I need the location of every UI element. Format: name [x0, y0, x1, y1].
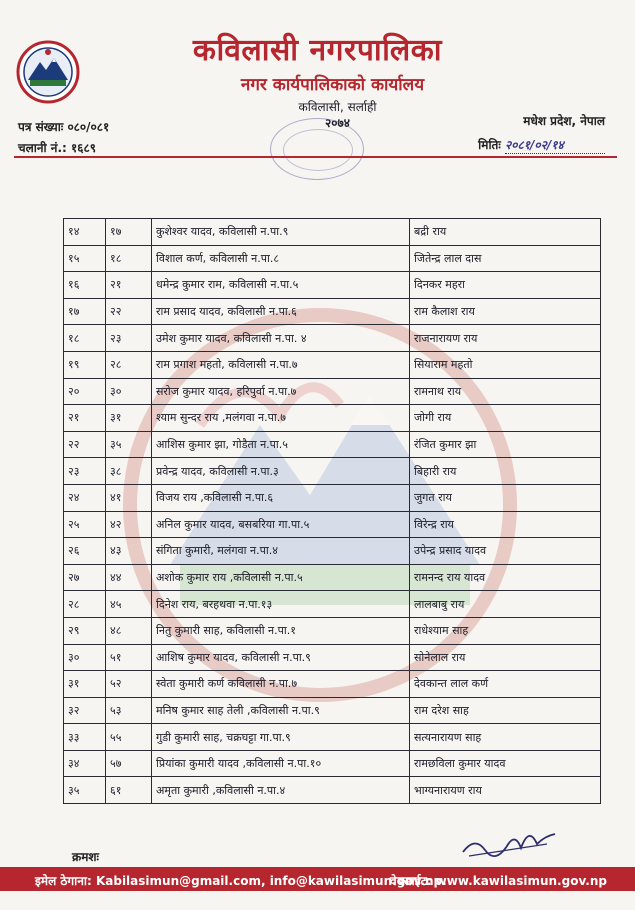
serial-cell: १७ — [64, 298, 106, 325]
serial-cell: २३ — [64, 458, 106, 485]
footer-website: वेबसाईट: www.kawilasimun.gov.np — [390, 874, 607, 888]
table-row — [64, 378, 601, 405]
name-address-cell: धमेन्द्र कुमार राम, कविलासी न.पा.५ — [152, 272, 410, 299]
header-divider — [14, 156, 617, 158]
guardian-name-cell: जुगत राय — [410, 484, 601, 511]
table-row — [64, 351, 601, 378]
office-place: कविलासी, सर्लाही — [298, 100, 377, 114]
guardian-name-cell: जितेन्द्र लाल दास — [410, 245, 601, 272]
roll-number-cell: २२ — [106, 298, 152, 325]
serial-cell: २१ — [64, 405, 106, 432]
guardian-name-cell: रामनन्द राय यादव — [410, 564, 601, 591]
table-row — [64, 617, 601, 644]
serial-cell: २४ — [64, 484, 106, 511]
name-address-cell: अमृता कुमारी ,कविलासी न.पा.४ — [152, 777, 410, 804]
guardian-name-cell: राजनारायण राय — [410, 325, 601, 352]
serial-cell: २० — [64, 378, 106, 405]
footer-email: इमेल ठेगाना: Kabilasimun@gmail.com, info@kawilasimun.gov.np. — [35, 874, 447, 888]
name-address-cell: विजय राय ,कविलासी न.पा.६ — [152, 484, 410, 511]
name-address-cell: राम प्रगाश महतो, कविलासी न.पा.७ — [152, 351, 410, 378]
serial-cell: १५ — [64, 245, 106, 272]
serial-cell: १४ — [64, 219, 106, 246]
roll-number-cell: ६१ — [106, 777, 152, 804]
name-address-cell: संगिता कुमारी, मलंगवा न.पा.४ — [152, 538, 410, 565]
roll-number-cell: ५५ — [106, 724, 152, 751]
roll-number-cell: ५७ — [106, 750, 152, 777]
serial-cell: १९ — [64, 351, 106, 378]
guardian-name-cell: सत्यनारायण साह — [410, 724, 601, 751]
serial-cell: २८ — [64, 591, 106, 618]
guardian-name-cell: राम कैलाश राय — [410, 298, 601, 325]
dispatch-value: १६८९ — [71, 141, 96, 155]
date-label: मितिः — [478, 138, 501, 152]
roll-number-cell: ४८ — [106, 617, 152, 644]
name-address-cell: दिनेश राय, बरहथवा न.पा.१३ — [152, 591, 410, 618]
table-row — [64, 777, 601, 804]
table-row — [64, 697, 601, 724]
guardian-name-cell: विरेन्द्र राय — [410, 511, 601, 538]
guardian-name-cell: उपेन्द्र प्रसाद यादव — [410, 538, 601, 565]
roll-number-cell: ४२ — [106, 511, 152, 538]
guardian-name-cell: देवकान्त लाल कर्ण — [410, 671, 601, 698]
guardian-name-cell: रंजित कुमार झा — [410, 431, 601, 458]
municipality-title: कविलासी नगरपालिका — [192, 33, 443, 68]
name-address-cell: राम प्रसाद यादव, कविलासी न.पा.६ — [152, 298, 410, 325]
roll-number-cell: २१ — [106, 272, 152, 299]
serial-cell: ३० — [64, 644, 106, 671]
roll-number-cell: २३ — [106, 325, 152, 352]
table-row — [64, 458, 601, 485]
table-row — [64, 272, 601, 299]
roll-number-cell: २८ — [106, 351, 152, 378]
office-stamp — [270, 118, 364, 180]
guardian-name-cell: राम दरेश साह — [410, 697, 601, 724]
serial-cell: ३१ — [64, 671, 106, 698]
name-address-cell: अशोक कुमार राय ,कविलासी न.पा.५ — [152, 564, 410, 591]
roll-number-cell: ५३ — [106, 697, 152, 724]
table-row — [64, 405, 601, 432]
name-address-cell: कुशेश्वर यादव, कविलासी न.पा.९ — [152, 219, 410, 246]
name-address-cell: मनिष कुमार साह तेली ,कविलासी न.पा.९ — [152, 697, 410, 724]
name-address-cell: नितु कुमारी साह, कविलासी न.पा.१ — [152, 617, 410, 644]
serial-cell: ३२ — [64, 697, 106, 724]
office-subtitle: नगर कार्यपालिकाको कार्यालय — [240, 75, 425, 95]
roll-number-cell: ४३ — [106, 538, 152, 565]
name-address-cell: अनिल कुमार यादव, बसबरिया गा.पा.५ — [152, 511, 410, 538]
roll-number-cell: ३८ — [106, 458, 152, 485]
reference-number — [18, 118, 109, 135]
guardian-name-cell: जोगी राय — [410, 405, 601, 432]
table-row — [64, 325, 601, 352]
guardian-name-cell: लालबाबु राय — [410, 591, 601, 618]
serial-cell: १६ — [64, 272, 106, 299]
table-row — [64, 644, 601, 671]
serial-cell: २७ — [64, 564, 106, 591]
serial-cell: १८ — [64, 325, 106, 352]
table-row — [64, 564, 601, 591]
name-address-cell: प्रियांका कुमारी यादव ,कविलासी न.पा.१० — [152, 750, 410, 777]
roll-number-cell: १८ — [106, 245, 152, 272]
guardian-name-cell: बिहारी राय — [410, 458, 601, 485]
candidate-table — [63, 218, 601, 804]
name-address-cell: सरोज कुमार यादव, हरिपुर्वा न.पा.७ — [152, 378, 410, 405]
signature-icon — [455, 816, 565, 866]
date-value: २०८१/०२/१४ — [505, 136, 605, 154]
continued-label: क्रमशः — [72, 850, 99, 864]
name-address-cell: प्रवेन्द्र यादव, कविलासी न.पा.३ — [152, 458, 410, 485]
roll-number-cell: १७ — [106, 219, 152, 246]
serial-cell: ३५ — [64, 777, 106, 804]
table-row — [64, 298, 601, 325]
guardian-name-cell: भाग्यनारायण राय — [410, 777, 601, 804]
table-row — [64, 484, 601, 511]
roll-number-cell: ३० — [106, 378, 152, 405]
name-address-cell: श्याम सुन्दर राय ,मलंगवा न.पा.७ — [152, 405, 410, 432]
table-row — [64, 591, 601, 618]
table-row — [64, 724, 601, 751]
reference-value: ०८०/०८१ — [67, 120, 110, 134]
table-row — [64, 219, 601, 246]
letter-date — [478, 136, 605, 154]
footer-bar — [0, 867, 635, 891]
guardian-name-cell: रामनाथ राय — [410, 378, 601, 405]
serial-cell: २६ — [64, 538, 106, 565]
name-address-cell: गुडी कुमारी साह, चक्रघट्टा गा.पा.९ — [152, 724, 410, 751]
roll-number-cell: ४४ — [106, 564, 152, 591]
serial-cell: २५ — [64, 511, 106, 538]
dispatch-label: चलानी नं.: — [18, 141, 67, 155]
established-year: २०७४ — [325, 116, 350, 130]
table-row — [64, 511, 601, 538]
guardian-name-cell: राधेश्याम साह — [410, 617, 601, 644]
guardian-name-cell: बद्री राय — [410, 219, 601, 246]
roll-number-cell: ५२ — [106, 671, 152, 698]
roll-number-cell: ३५ — [106, 431, 152, 458]
name-address-cell: आशिष कुमार यादव, कविलासी न.पा.९ — [152, 644, 410, 671]
name-address-cell: आशिस कुमार झा, गोडैता न.पा.५ — [152, 431, 410, 458]
table-row — [64, 750, 601, 777]
name-address-cell: उमेश कुमार यादव, कविलासी न.पा. ४ — [152, 325, 410, 352]
table-row — [64, 671, 601, 698]
reference-label: पत्र संख्याः — [18, 120, 64, 134]
roll-number-cell: ४१ — [106, 484, 152, 511]
roll-number-cell: ३१ — [106, 405, 152, 432]
serial-cell: २२ — [64, 431, 106, 458]
table-row — [64, 538, 601, 565]
serial-cell: ३४ — [64, 750, 106, 777]
table-row — [64, 245, 601, 272]
guardian-name-cell: सियाराम महतो — [410, 351, 601, 378]
serial-cell: ३३ — [64, 724, 106, 751]
serial-cell: २९ — [64, 617, 106, 644]
roll-number-cell: ४५ — [106, 591, 152, 618]
roll-number-cell: ५१ — [106, 644, 152, 671]
province-label: मधेश प्रदेश, नेपाल — [523, 114, 605, 128]
name-address-cell: स्वेता कुमारी कर्ण कविलासी न.पा.७ — [152, 671, 410, 698]
guardian-name-cell: सोनेलाल राय — [410, 644, 601, 671]
dispatch-number — [18, 139, 96, 156]
guardian-name-cell: दिनकर महरा — [410, 272, 601, 299]
name-address-cell: विशाल कर्ण, कविलासी न.पा.८ — [152, 245, 410, 272]
table-row — [64, 431, 601, 458]
guardian-name-cell: रामछविला कुमार यादव — [410, 750, 601, 777]
